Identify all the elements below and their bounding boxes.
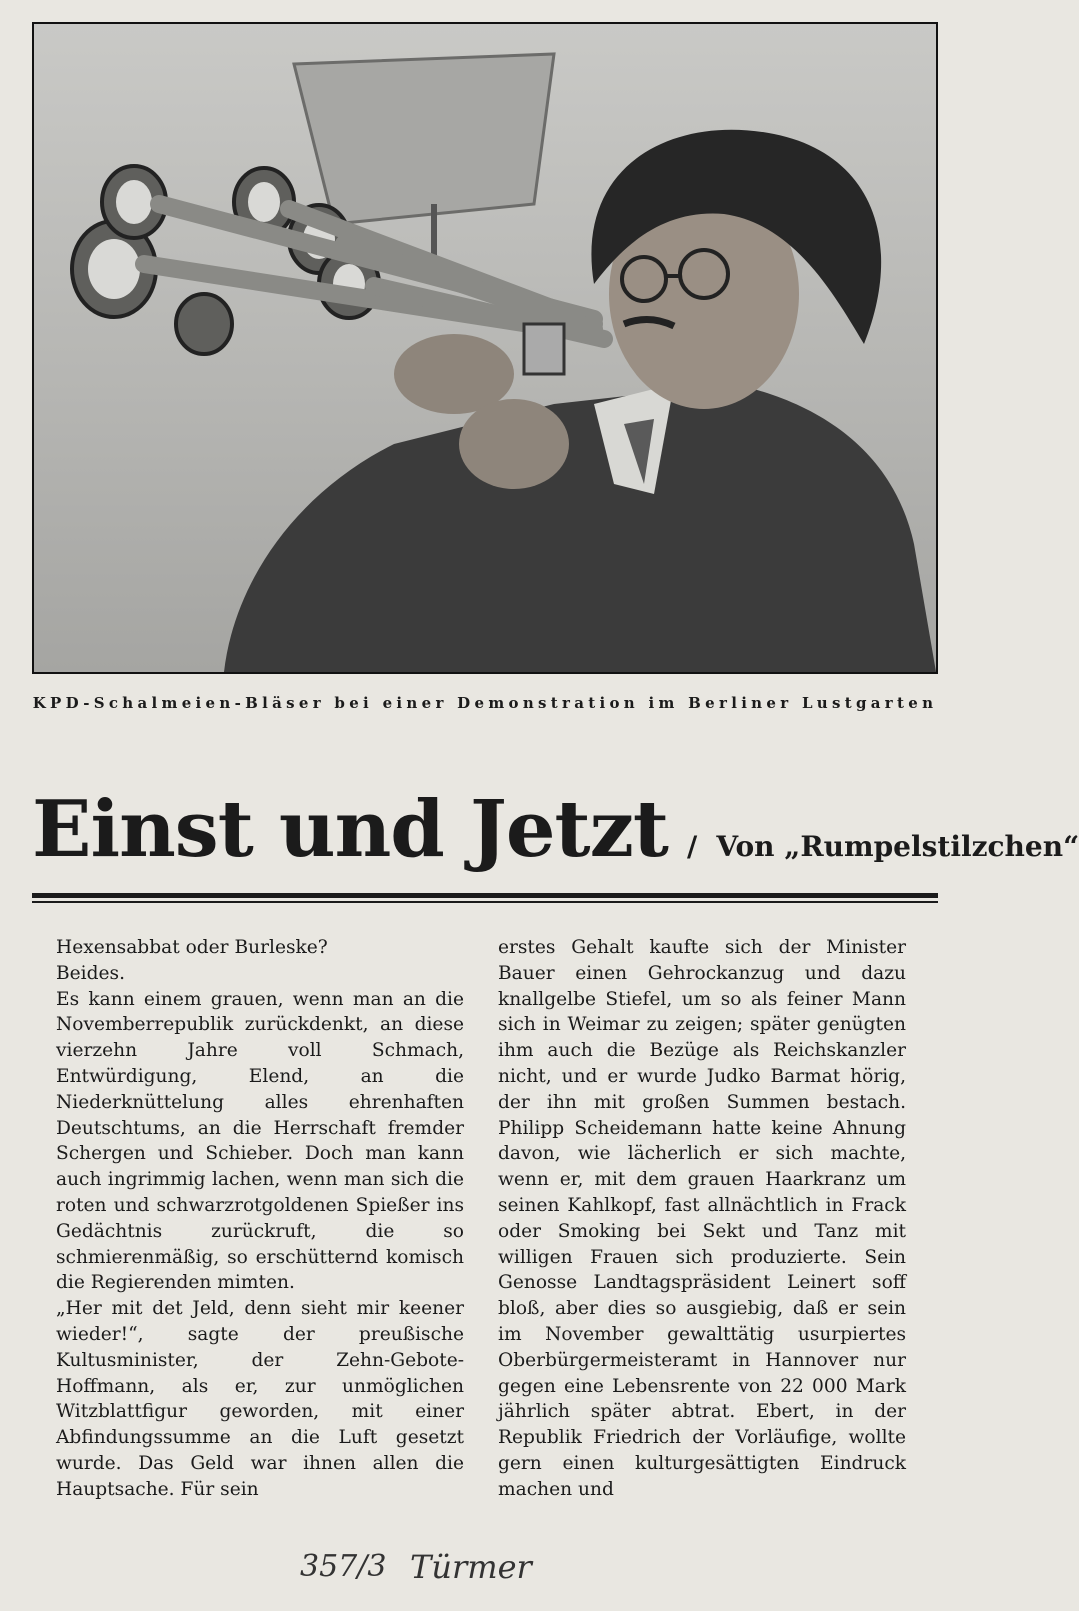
- divider-rule-thin: [32, 901, 938, 903]
- paragraph: „Her mit det Jeld, denn sieht mir keener wieder!“, sagte der preußische Kultusminister, der Zehn-Gebote-Hoffmann, als er, zur unmöglichen Witzblattfigur geworden, mit einer Abfindungssumme an die Luft gesetzt wurde. Das Geld war ihnen allen die Hauptsache. Für sein: [56, 1298, 464, 1500]
- text-column-right: [498, 935, 906, 1503]
- man-playing-shawm-icon: [34, 24, 936, 672]
- divider-rule: [32, 893, 938, 898]
- paragraph: Es kann einem grauen, wenn man an die Novemberrepublik zurückdenkt, an diese vierzehn Jahre voll Schmach, Entwürdigung, Elend, an die Niederknüttelung alles ehrenhaften Deutschtums, an die Herrschaft fremder Schergen und Schieber. Doch man kann auch ingrimmig lachen, wenn man sich die roten und schwarzrotgoldenen Spießer ins Gedächtnis zurückruft, die so schmierenmäßig, so erschütternd komisch die Regierenden mimten.: [56, 988, 464, 1294]
- handwritten-annotation: [300, 1528, 580, 1598]
- headline-separator: /: [686, 830, 698, 863]
- article-byline: Von „Rumpelstilzchen“: [716, 830, 1079, 863]
- photo-figure: [32, 22, 938, 674]
- annotation-name: Türmer: [410, 1548, 532, 1586]
- article-headline: [32, 780, 1079, 880]
- photo-caption: KPD-Schalmeien-Bläser bei einer Demonstration im Berliner Lustgarten: [32, 694, 938, 712]
- article-title: Einst und Jetzt: [32, 784, 668, 875]
- text-column-left: [56, 935, 464, 1503]
- paragraph: Hexensabbat oder Burleske?: [56, 937, 328, 958]
- paragraph: erstes Gehalt kaufte sich der Minister Bauer einen Gehrockanzug und dazu knallgelbe Stiefel, um so als feiner Mann sich in Weimar zu zeigen; später genügten ihm auch die Bezüge als Reichskanzler nicht, und er wurde Judko Barmat hörig, der ihn mit großen Summen bestach. Philipp Scheidemann hatte keine Ahnung davon, wie lächerlich er sich machte, wenn er, mit dem grauen Haarkranz um seinen Kahlkopf, fast allnächtlich in Frack oder Smoking bei Sekt und Tanz mit willigen Frauen sich produzierte. Sein Genosse Landtagspräsident Leinert soff bloß, aber dies so ausgiebig, daß er sein im November gewalttätig usurpiertes Oberbürgermeisteramt in Hannover nur gegen eine Lebensrente von 22 000 Mark jährlich später abtrat. Ebert, in der Republik Friedrich der Vorläufige, wollte gern einen kulturgesättigten Eindruck machen und: [498, 937, 906, 1500]
- annotation-number: 357/3: [300, 1549, 387, 1584]
- paragraph: Beides.: [56, 962, 125, 984]
